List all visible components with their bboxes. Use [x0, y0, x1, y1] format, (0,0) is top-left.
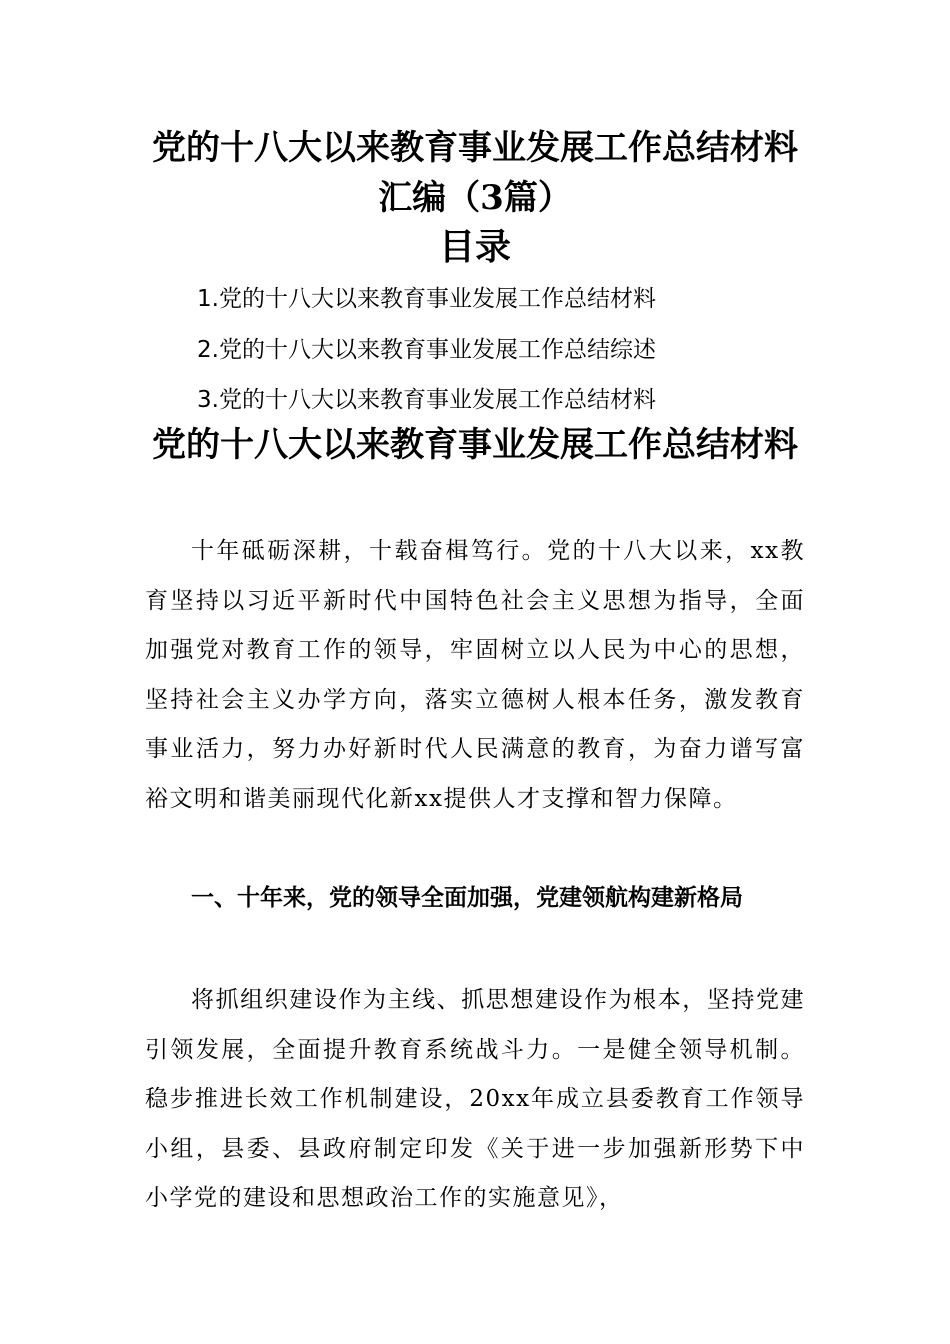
- toc-item: 3.党的十八大以来教育事业发展工作总结材料: [197, 387, 656, 413]
- intro-paragraph: 十年砥砺深耕，十载奋楫笃行。党的十八大以来，xx教育坚持以习近平新时代中国特色社会主义思想为指导，全面加强党对教育工作的领导，牢固树立以人民为中心的思想，坚持社会主义办学方向，落实立德树人根本任务，激发教育事业活力，努力办好新时代人民满意的教育，为奋力谱写富裕文明和谐美丽现代化新xx提供人才支撑和智力保障。: [145, 538, 805, 812]
- section-heading: 一、十年来，党的领导全面加强，党建领航构建新格局: [191, 885, 743, 911]
- document-title: 党的十八大以来教育事业发展工作总结材料汇编（3篇）: [152, 128, 798, 218]
- toc-title: 目录: [438, 226, 511, 268]
- toc-item: 1.党的十八大以来教育事业发展工作总结材料: [197, 286, 656, 312]
- body-paragraph: 将抓组织建设作为主线、抓思想建设作为根本，坚持党建引领发展，全面提升教育系统战斗力。一是健全领导机制。稳步推进长效工作机制建设，20xx年成立县委教育工作领导小组，县委、县政府制定印发《关于进一步加强新形势下中小学党的建设和思想政治工作的实施意见》，: [145, 987, 805, 1212]
- article-title: 党的十八大以来教育事业发展工作总结材料: [152, 425, 798, 465]
- toc-item: 2.党的十八大以来教育事业发展工作总结综述: [197, 337, 656, 363]
